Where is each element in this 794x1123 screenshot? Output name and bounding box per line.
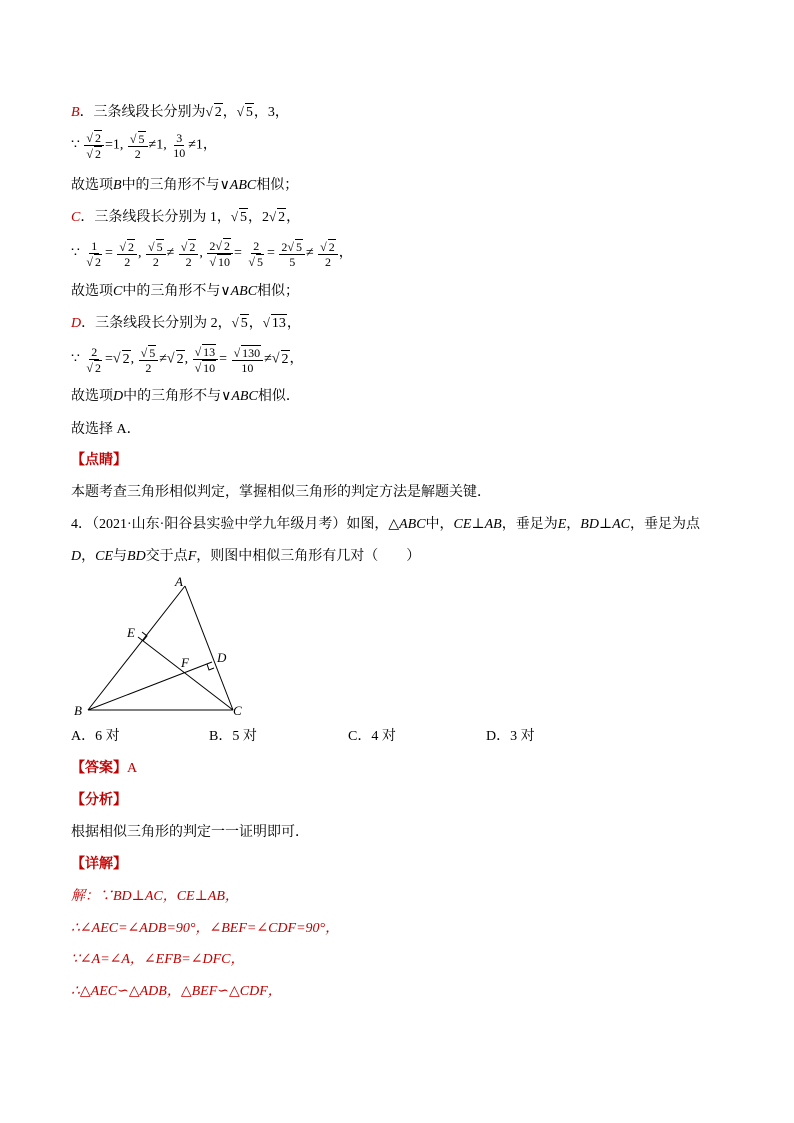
question-4-line1: 4．（2021·山东·阳谷县实验中学九年级月考）如图，△ABC中，CE⊥AB，垂足为E，BD⊥AC，垂足为点 [71, 517, 701, 532]
final-choice: 故选择 A． [71, 422, 141, 437]
dianjing-text: 本题考查三角形相似判定，掌握相似三角形的判定方法是解题关键． [71, 485, 491, 500]
option-c-check: ∵ $\frac{1}{√ 2}$ = $\frac{√ 2}{2}$ , $\frac{√ 5}{2}$ ≠ $\frac{√ 2}{2}$ , $\frac{2√ 2}{√ 10}$ = $\frac{2}{√ 5}$ = $\frac{2√ 5}{5}$ ≠ $\frac{√ 2}{2}$ ， [71, 238, 353, 269]
label-f: F [181, 655, 189, 670]
option-c-conclusion: 故选项C中的三角形不与∨ABC相似； [71, 284, 300, 299]
label-a: A [175, 574, 183, 589]
option-c-lengths: C．三条线段长分别为 1，√ 5，2√ 2， [71, 209, 301, 225]
option-c-label: C [71, 210, 81, 225]
detail-line-1: 解：∵BD⊥AC，CE⊥AB， [71, 889, 239, 904]
option-b-lengths: B．三条线段长分别为√ 2，√ 5，3， [71, 104, 289, 120]
option-b-conclusion: 故选项B中的三角形不与∨ABC相似； [71, 178, 299, 193]
option-d-check: ∵ $\frac{2}{√ 2}$ =√ 2, $\frac{√ 5}{2}$ ≠√ 2, $\frac{√ 13}{√ 10}$ = $\frac{√ 130}{10}$ ≠√ 2， [71, 344, 304, 375]
answer-heading: 【答案】 [71, 761, 127, 776]
dianjing-heading: 【点睛】 [71, 453, 127, 468]
answer-line [71, 760, 137, 778]
right-angle-d [207, 664, 214, 670]
detail-line-3: ∵∠A=∠A，∠EFB=∠DFC， [71, 952, 245, 967]
choice-c: C．4 对 [348, 729, 396, 744]
detail-heading: 【详解】 [71, 857, 127, 872]
detail-line-2: ∴∠AEC=∠ADB=90°，∠BEF=∠CDF=90°， [71, 921, 340, 936]
label-e: E [127, 625, 135, 640]
label-c: C [233, 703, 242, 718]
analysis-heading: 【分析】 [71, 793, 127, 808]
analysis-text: 根据相似三角形的判定一一证明即可． [71, 825, 309, 840]
option-b-label: B [71, 105, 80, 120]
option-d-lengths: D．三条线段长分别为 2，√ 5，√ 13， [71, 315, 301, 331]
question-4-line2: D，CE与BD交于点F，则图中相似三角形有几对（ ） [71, 549, 421, 564]
label-d: D [217, 650, 227, 665]
choice-d: D．3 对 [486, 729, 535, 744]
option-d-label: D [71, 316, 82, 331]
detail-line-4: ∴△AEC∽△ADB，△BEF∽△CDF， [71, 984, 282, 999]
option-d-conclusion: 故选项D中的三角形不与∨ABC相似． [71, 389, 300, 404]
choice-a: A．6 对 [71, 729, 120, 744]
triangle-figure [71, 574, 261, 724]
label-b: B [74, 703, 82, 718]
option-b-check: ∵ $\frac{√ 2}{√ 2}$ =1, $\frac{√ 5}{2}$ ≠1, $\frac{3}{10}$ ≠1， [71, 131, 217, 161]
choice-b: B．5 对 [209, 729, 257, 744]
answer-value: A [127, 761, 138, 776]
